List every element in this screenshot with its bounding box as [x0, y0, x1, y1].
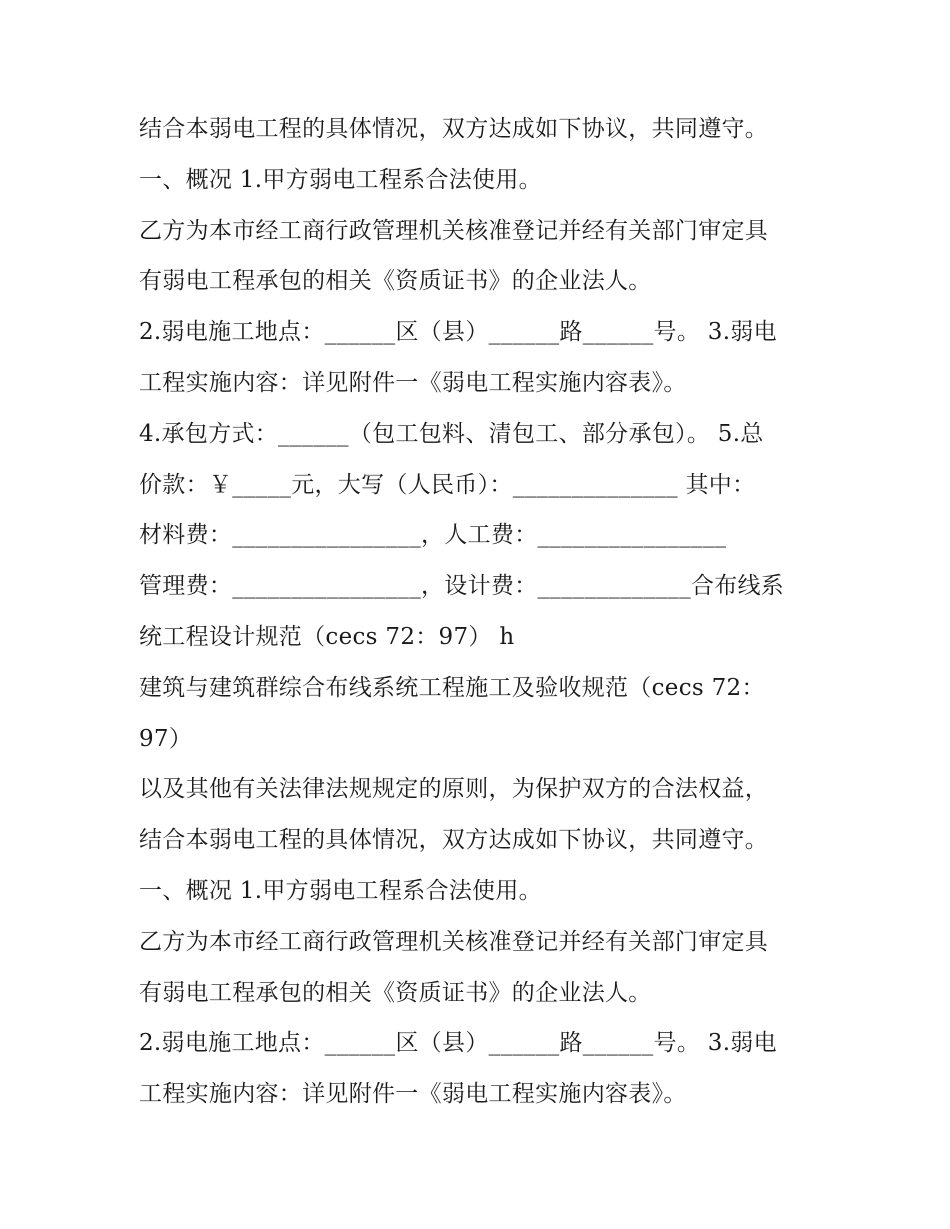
text-line: 统工程设计规范（cecs 72：97） h: [139, 623, 515, 650]
text-line: 2.弱电施工地点：______区（县）______路______号。 3.弱电: [139, 1030, 777, 1057]
text-line: 有弱电工程承包的相关《资质证书》的企业法人。: [139, 268, 652, 295]
text-line: 工程实施内容：详见附件一《弱电工程实施内容表》。: [139, 369, 687, 396]
text-line: 4.承包方式：______（包工包料、清包工、部分承包）。 5.总: [139, 420, 764, 447]
text-line: 结合本弱电工程的具体情况，双方达成如下协议，共同遵守。: [139, 827, 769, 854]
text-line: 一、概况 1.甲方弱电工程系合法使用。: [139, 166, 542, 193]
text-line: 管理费：________________，设计费：_____________合布线系: [139, 573, 785, 600]
text-line: 2.弱电施工地点：______区（县）______路______号。 3.弱电: [139, 319, 777, 346]
text-line: 结合本弱电工程的具体情况，双方达成如下协议，共同遵守。: [139, 116, 769, 142]
text-line: 价款：￥_____元，大写（人民币）：______________ 其中：: [139, 471, 756, 498]
text-line: 建筑与建筑群综合布线系统工程施工及验收规范（cecs 72：: [139, 674, 765, 701]
text-line: 有弱电工程承包的相关《资质证书》的企业法人。: [139, 979, 652, 1006]
text-line: 乙方为本市经工商行政管理机关核准登记并经有关部门审定具: [139, 928, 769, 955]
text-line: 以及其他有关法律法规规定的原则，为保护双方的合法权益，: [139, 776, 769, 803]
text-line: 材料费：________________，人工费：________________: [139, 522, 727, 549]
document-body: [139, 104, 839, 1120]
text-line: 乙方为本市经工商行政管理机关核准登记并经有关部门审定具: [139, 217, 769, 244]
text-line: 一、概况 1.甲方弱电工程系合法使用。: [139, 877, 542, 904]
text-line: 97）: [139, 725, 193, 752]
text-line: 工程实施内容：详见附件一《弱电工程实施内容表》。: [139, 1081, 687, 1108]
